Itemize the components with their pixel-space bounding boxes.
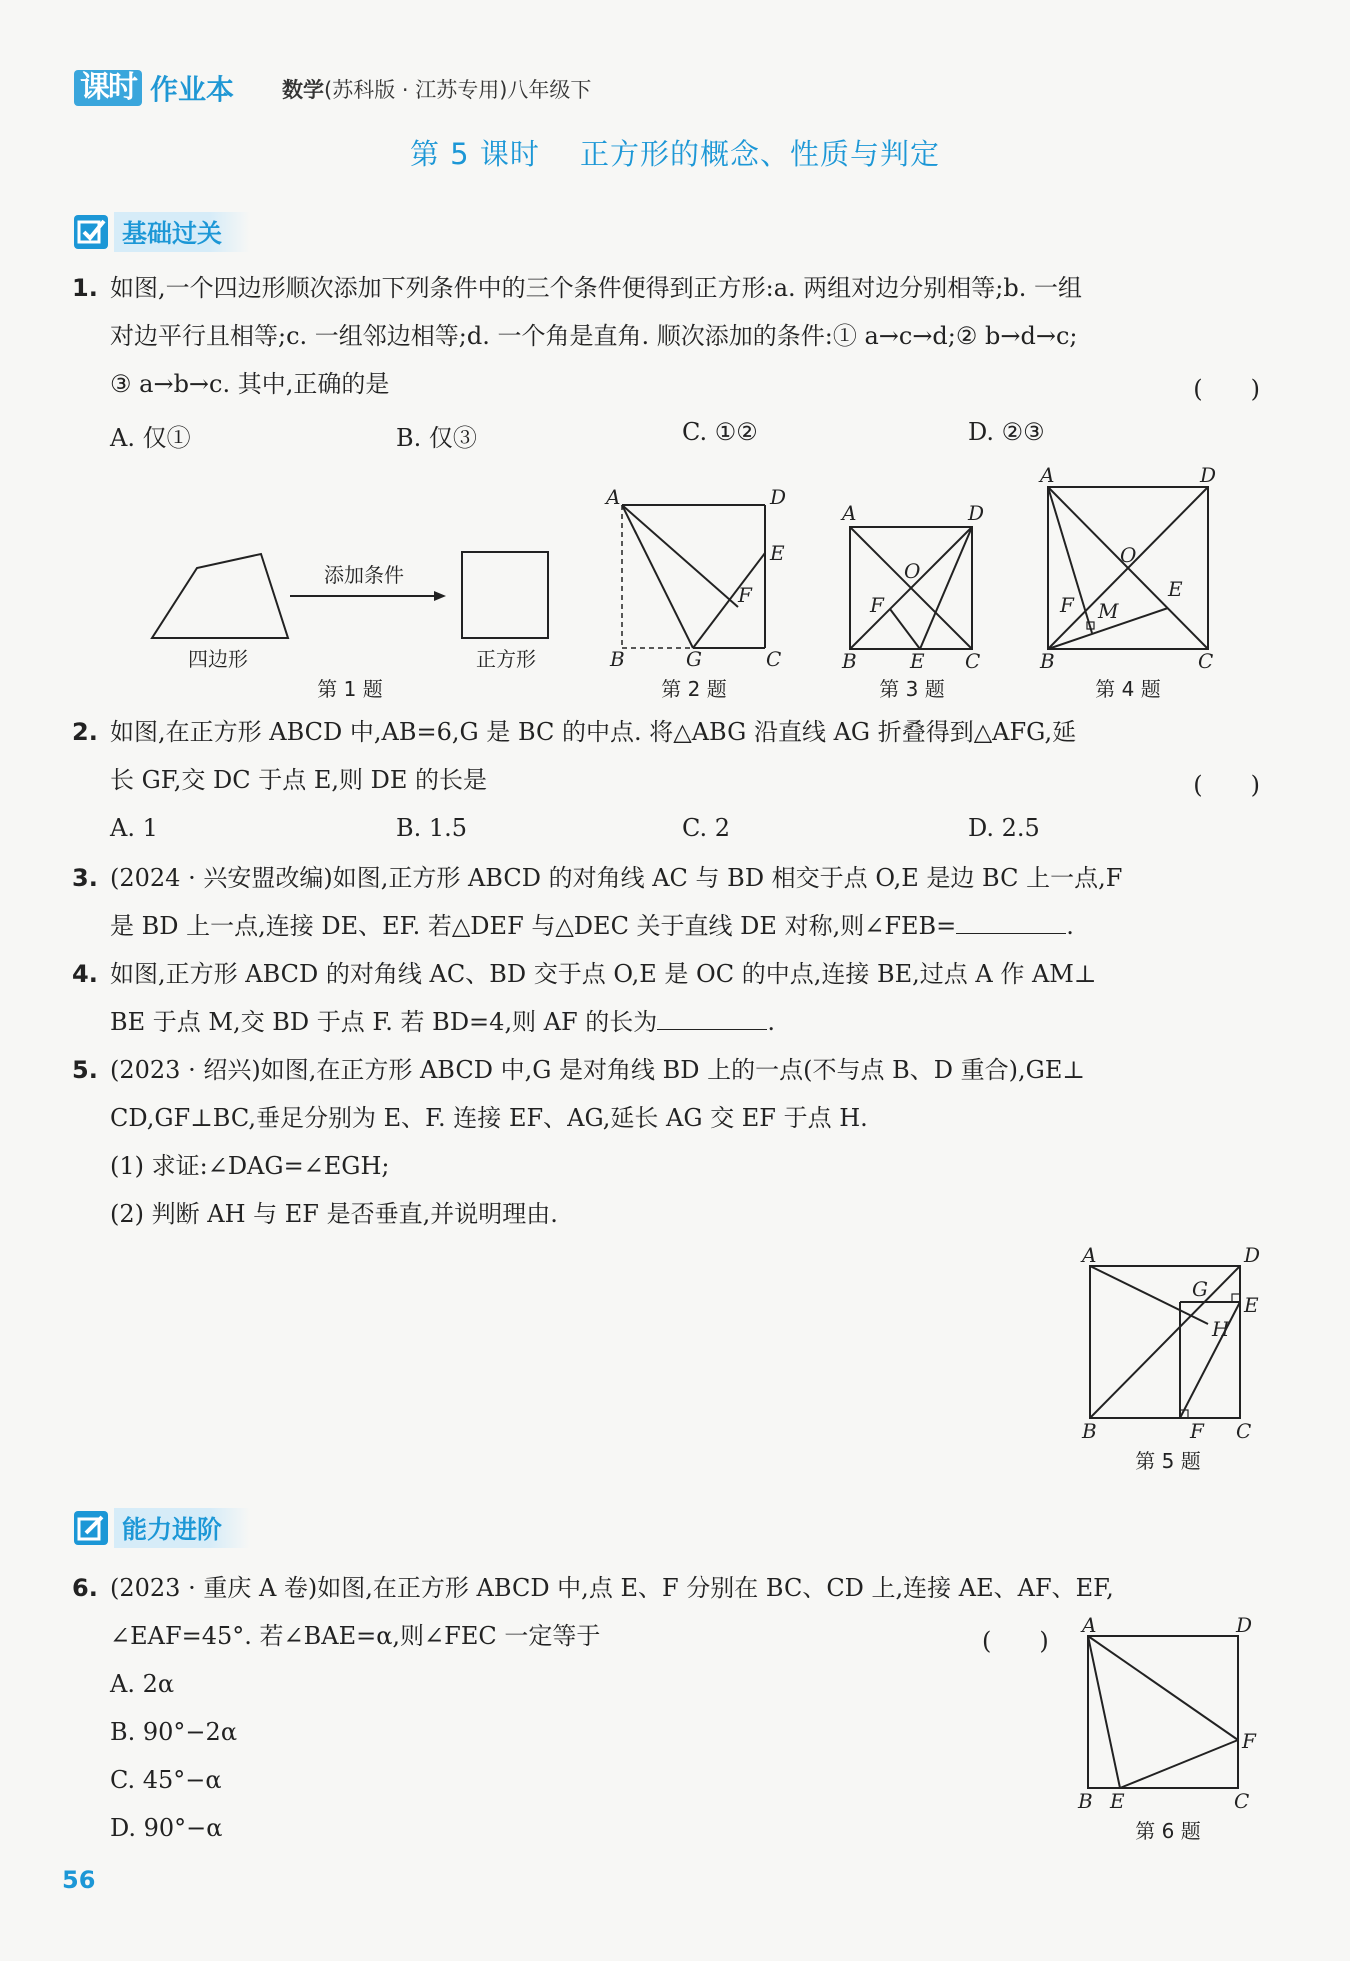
caption-5: 第 5 题: [1135, 1449, 1201, 1473]
subject-edition: (苏科版 · 江苏专用)八年级下: [324, 78, 592, 102]
q6-option-a: A. 2α: [110, 1670, 175, 1698]
svg-text:A: A: [1082, 1243, 1097, 1267]
svg-text:B: B: [610, 647, 625, 671]
q1-option-d: D. ②③: [968, 418, 1045, 446]
svg-text:D: D: [770, 485, 787, 509]
svg-text:H: H: [1212, 1317, 1230, 1341]
svg-text:F: F: [870, 593, 884, 617]
q4-period: .: [767, 1008, 775, 1036]
q2-option-a: A. 1: [110, 814, 158, 842]
q2-option-c: C. 2: [682, 814, 731, 842]
q3-period: .: [1066, 912, 1074, 940]
q1-text1: 如图,一个四边形顺次添加下列条件中的三个条件便得到正方形:a. 两组对边分别相等;b. 一组: [110, 274, 1082, 302]
svg-text:F: F: [1190, 1419, 1204, 1443]
figures-row: [0, 460, 1350, 710]
q3-line1: [72, 863, 1122, 893]
svg-text:A: A: [1040, 463, 1055, 487]
caption-4: 第 4 题: [1095, 677, 1161, 701]
svg-text:E: E: [910, 649, 925, 673]
q2-text1: 如图,在正方形 ABCD 中,AB=6,G 是 BC 的中点. 将△ABG 沿直线 AG 折叠得到△AFG,延: [110, 718, 1077, 746]
svg-text:G: G: [686, 647, 702, 671]
svg-text:D: D: [1200, 463, 1217, 487]
section-advanced: [74, 1508, 250, 1548]
f1-left-label: 四边形: [188, 647, 248, 671]
caption-1: 第 1 题: [317, 677, 383, 701]
svg-text:G: G: [1192, 1277, 1208, 1301]
q5-line2: CD,GF⊥BC,垂足分别为 E、F. 连接 EF、AG,延长 AG 交 EF 于点 H.: [110, 1104, 868, 1132]
question-number: 2.: [72, 718, 98, 746]
q1-answer-paren: ( ): [1193, 375, 1260, 403]
q3-text2: 是 BD 上一点,连接 DE、EF. 若△DEF 与△DEC 关于直线 DE 对称,则∠FEB=: [110, 912, 957, 940]
q2-option-b: B. 1.5: [396, 814, 468, 842]
section-basic: [74, 212, 250, 252]
svg-text:O: O: [1120, 543, 1137, 567]
square-shape: [462, 552, 548, 638]
q6-option-d: D. 90°−α: [110, 1814, 223, 1842]
page-number: 56: [62, 1866, 96, 1894]
svg-text:A: A: [1082, 1613, 1097, 1637]
lesson-title: 第 5 课时 正方形的概念、性质与判定: [409, 137, 941, 171]
logo-box: 课时: [74, 70, 142, 106]
svg-text:D: D: [1236, 1613, 1253, 1637]
q3-text1: (2024 · 兴安盟改编)如图,正方形 ABCD 的对角线 AC 与 BD 相交于点 O,E 是边 BC 上一点,F: [110, 864, 1123, 892]
svg-text:F: F: [1242, 1729, 1256, 1753]
q6-line2: ∠EAF=45°. 若∠BAE=α,则∠FEC 一定等于: [110, 1622, 601, 1650]
q1-line1: [72, 273, 1082, 303]
svg-text:A: A: [842, 501, 857, 525]
q2-line2: 长 GF,交 DC 于点 E,则 DE 的长是: [110, 766, 488, 794]
q6-line1: [72, 1573, 1114, 1603]
q2-answer-paren: ( ): [1193, 771, 1260, 799]
subject-name: 数学: [282, 78, 324, 102]
svg-text:C: C: [1198, 649, 1214, 673]
svg-text:B: B: [1040, 649, 1055, 673]
question-number: 6.: [72, 1574, 98, 1602]
svg-text:E: E: [1244, 1293, 1259, 1317]
question-number: 5.: [72, 1056, 98, 1084]
q1-option-b: B. 仅③: [396, 424, 477, 452]
arrow-head: [434, 591, 446, 601]
book-subtitle: [282, 74, 591, 104]
q5-line1: [72, 1055, 1085, 1085]
caption-2: 第 2 题: [661, 677, 727, 701]
answer-blank: [657, 1007, 767, 1030]
q5-part1: (1) 求证:∠DAG=∠EGH;: [110, 1152, 390, 1180]
svg-text:D: D: [1244, 1243, 1261, 1267]
svg-text:E: E: [1168, 577, 1183, 601]
logo-text: 作业本: [150, 73, 235, 106]
q4-line2: [110, 1007, 775, 1037]
svg-text:F: F: [738, 583, 752, 607]
section-label: 基础过关: [114, 212, 250, 252]
svg-text:F: F: [1060, 593, 1074, 617]
figure-6: [1060, 1612, 1280, 1852]
f1-right-label: 正方形: [476, 647, 536, 671]
q2-option-d: D. 2.5: [968, 814, 1040, 842]
question-number: 1.: [72, 274, 98, 302]
header-logo: [74, 70, 234, 106]
q1-line2: 对边平行且相等;c. 一组邻边相等;d. 一个角是直角. 顺次添加的条件:① a→c→d;② b→d→c;: [110, 322, 1078, 350]
q6-option-c: C. 45°−α: [110, 1766, 222, 1794]
q3-line2: [110, 911, 1074, 941]
q1-line3: ③ a→b→c. 其中,正确的是: [110, 370, 390, 398]
figure-4: [1038, 463, 1216, 701]
figure-3: [840, 501, 984, 701]
q1-option-c: C. ①②: [682, 418, 758, 446]
svg-text:B: B: [1082, 1419, 1097, 1443]
q5-text1: (2023 · 绍兴)如图,在正方形 ABCD 中,G 是对角线 BD 上的一点(不与点 B、D 重合),GE⊥: [110, 1056, 1085, 1084]
question-number: 3.: [72, 864, 98, 892]
svg-text:O: O: [904, 559, 921, 583]
caption-6: 第 6 题: [1135, 1819, 1201, 1843]
q6-text1: (2023 · 重庆 A 卷)如图,在正方形 ABCD 中,点 E、F 分别在 BC、CD 上,连接 AE、AF、EF,: [110, 1574, 1114, 1602]
q5-part2: (2) 判断 AH 与 EF 是否垂直,并说明理由.: [110, 1200, 558, 1228]
q4-line1: [72, 959, 1096, 989]
section-label: 能力进阶: [114, 1508, 250, 1548]
answer-blank: [956, 911, 1066, 934]
q4-text2: BE 于点 M,交 BD 于点 F. 若 BD=4,则 AF 的长为: [110, 1008, 658, 1036]
svg-text:C: C: [1234, 1789, 1250, 1813]
svg-text:D: D: [968, 501, 985, 525]
question-number: 4.: [72, 960, 98, 988]
figure-1: [152, 552, 548, 701]
q2-line1: [72, 717, 1076, 747]
svg-text:M: M: [1098, 599, 1119, 623]
svg-text:C: C: [1236, 1419, 1252, 1443]
svg-text:E: E: [770, 541, 785, 565]
checkbox-icon: [74, 215, 108, 249]
q6-answer-paren: ( ): [982, 1627, 1049, 1655]
svg-text:C: C: [766, 647, 782, 671]
q6-option-b: B. 90°−2α: [110, 1718, 238, 1746]
caption-3: 第 3 题: [879, 677, 945, 701]
svg-text:C: C: [965, 649, 981, 673]
svg-text:B: B: [842, 649, 857, 673]
q4-text1: 如图,正方形 ABCD 的对角线 AC、BD 交于点 O,E 是 OC 的中点,连接 BE,过点 A 作 AM⊥: [110, 960, 1097, 988]
figure-2: [604, 485, 786, 701]
quadrilateral-shape: [152, 554, 288, 638]
svg-text:B: B: [1078, 1789, 1093, 1813]
svg-text:E: E: [1110, 1789, 1125, 1813]
figure-5: [1060, 1238, 1280, 1478]
pencil-icon: [74, 1511, 108, 1545]
q1-option-a: A. 仅①: [110, 424, 191, 452]
f1-arrow-label: 添加条件: [324, 563, 404, 587]
svg-text:A: A: [606, 485, 621, 509]
